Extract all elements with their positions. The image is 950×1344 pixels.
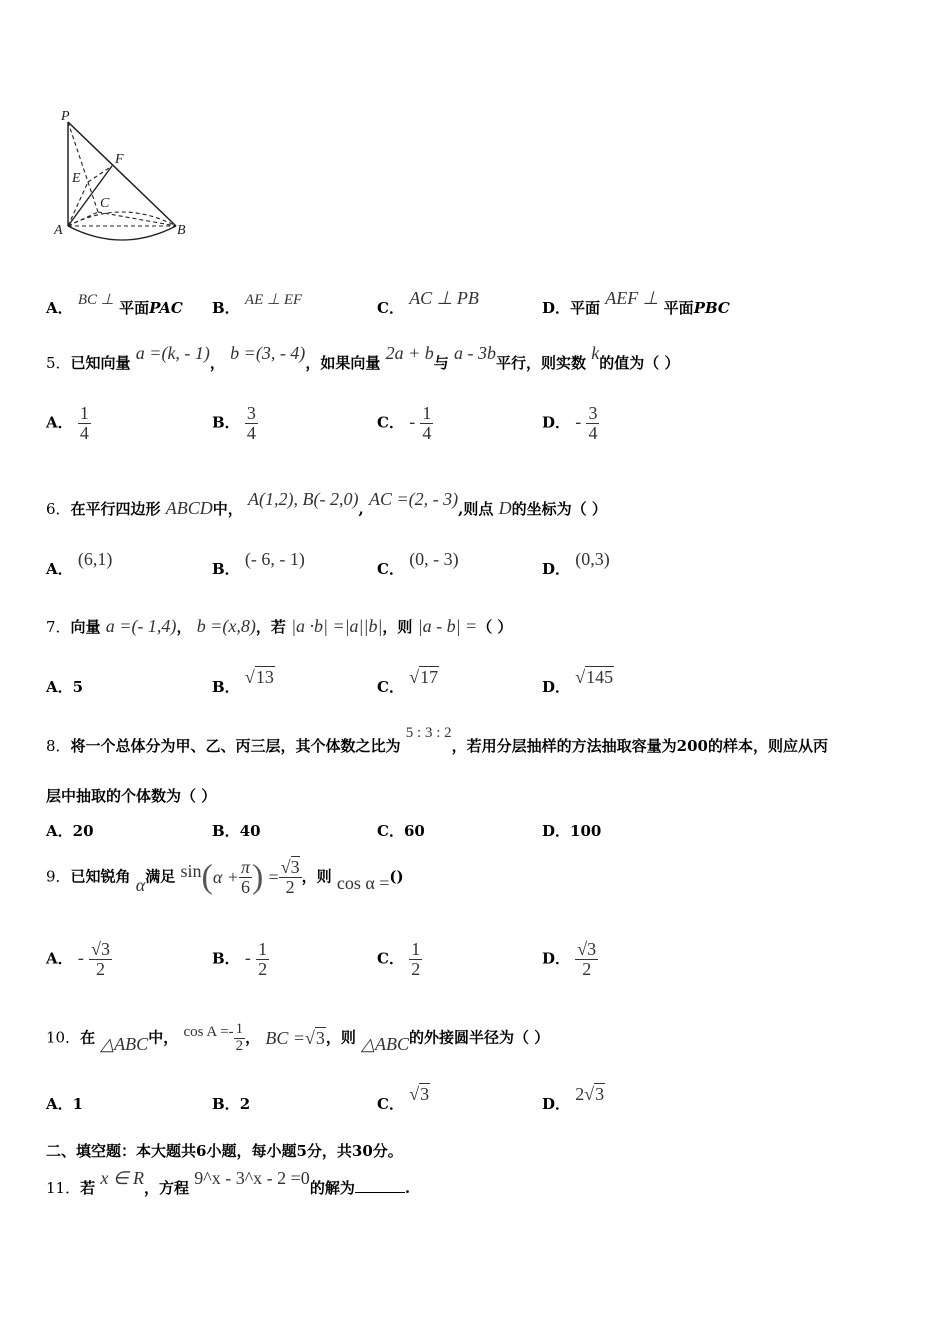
q9-option-d[interactable]: D． $\frac{√3}{2}$: [542, 939, 597, 979]
cone-figure: [52, 106, 202, 246]
q9-d-fraction: $\frac{√3}{2}$: [577, 939, 597, 979]
q6-option-b[interactable]: B． (- 6, - 1): [212, 549, 305, 578]
q10-option-c[interactable]: C． √3: [377, 1084, 430, 1113]
label-a: A: [54, 223, 63, 238]
label-f: F: [115, 152, 124, 167]
answer-blank[interactable]: [355, 1192, 405, 1193]
q7-d-sqrt: √145: [575, 667, 614, 687]
edge-ef: [88, 166, 112, 182]
q4-option-b[interactable]: B． AE ⊥ EF: [212, 292, 303, 317]
q5-c-fraction: $\frac{1}{4}$: [422, 403, 432, 443]
cone-base-front: [68, 226, 176, 240]
q7-c-sqrt: √17: [409, 667, 439, 687]
q4-d-math: AEF ⊥: [605, 288, 659, 308]
q5-option-a[interactable]: A． $\frac{1}{4}$: [46, 403, 89, 443]
question-8-line-2: 层中抽取的个体数为（ ）: [46, 787, 217, 805]
q8-option-a[interactable]: A．20: [46, 822, 94, 840]
q9-c-fraction: $\frac{1}{2}$: [411, 939, 421, 979]
q7-option-b[interactable]: B． √13: [212, 667, 274, 696]
label-p: P: [61, 109, 70, 124]
q4-option-d[interactable]: D．平面 AEF ⊥ 平面PBC: [542, 288, 730, 317]
question-7: 7．向量 a =(- 1,4)， b =(x,8)，若 |a ·b| =|a||b|，则 |a - b| =（ ）: [46, 616, 513, 636]
q9-b-fraction: $\frac{1}{2}$: [258, 939, 268, 979]
q6-option-a[interactable]: A． (6,1): [46, 549, 113, 578]
question-5: 5．已知向量 a =(k, - 1)， b =(3, - 4)，如果向量 2a + b与 a - 3b平行，则实数 k的值为（ ）: [46, 343, 680, 372]
q7-option-a[interactable]: A．5: [46, 678, 84, 696]
q4-b-math: AE ⊥ EF: [244, 292, 303, 308]
q10-option-b[interactable]: B．2: [212, 1095, 251, 1113]
q7-option-d[interactable]: D． √145: [542, 667, 614, 696]
q5-option-b[interactable]: B． $\frac{3}{4}$: [212, 403, 256, 443]
q4-a-math: BC ⊥: [77, 292, 114, 308]
q5-d-fraction: $\frac{3}{4}$: [588, 403, 598, 443]
q10-option-a[interactable]: A．1: [46, 1095, 84, 1113]
label-b: B: [177, 223, 186, 238]
q4-c-math: AC ⊥ PB: [409, 288, 479, 308]
q9-option-b[interactable]: B． - $\frac{1}{2}$: [212, 939, 268, 979]
q10-option-d[interactable]: D． 2√3: [542, 1084, 605, 1113]
question-6: 6．在平行四边形 ABCD中， A(1,2), B(- 2,0), AC =(2, - 3),则点 D的坐标为（ ）: [46, 489, 607, 518]
question-8-line-1: 8．将一个总体分为甲、乙、丙三层，其个体数之比为 5 : 3 : 2，若用分层抽样的方法抽取容量为200的样本，则应从丙: [46, 725, 828, 755]
section-2-heading: 二、填空题：本大题共6小题，每小题5分，共30分。: [46, 1142, 403, 1160]
question-10: 10．在 △ABC中， cos A =- $\frac{1}{2}$ ， BC =√3，则 △ABC的外接圆半径为（ ）: [46, 1021, 550, 1055]
q5-a-fraction: $\frac{1}{4}$: [79, 403, 89, 443]
q4-option-a[interactable]: A． BC ⊥ 平面PAC: [46, 292, 183, 317]
q5-b-fraction: $\frac{3}{4}$: [246, 403, 256, 443]
q10-d-sqrt: 2√3: [575, 1084, 605, 1104]
q5-option-c[interactable]: C． - $\frac{1}{4}$: [377, 403, 432, 443]
q7-b-sqrt: √13: [244, 667, 274, 687]
question-9: 9．已知锐角 α满足 sin(α + $\frac{\pi}{6}$ ) = $\frac{√3}{2}$ ，则 cos α =(): [46, 857, 404, 897]
q8-option-d[interactable]: D．100: [542, 822, 602, 840]
q8-option-c[interactable]: C．60: [377, 822, 425, 840]
q7-option-c[interactable]: C． √17: [377, 667, 439, 696]
q8-option-b[interactable]: B．40: [212, 822, 261, 840]
edge-pb: [68, 122, 176, 226]
q5-option-d[interactable]: D． - $\frac{3}{4}$: [542, 403, 598, 443]
q9-option-a[interactable]: A． - $\frac{√3}{2}$: [46, 939, 110, 979]
q9-option-c[interactable]: C． $\frac{1}{2}$: [377, 939, 421, 979]
label-e: E: [72, 171, 81, 186]
q6-option-d[interactable]: D． (0,3): [542, 549, 610, 578]
label-c: C: [100, 196, 110, 211]
q4-option-c[interactable]: C． AC ⊥ PB: [377, 288, 479, 317]
q10-c-sqrt: √3: [409, 1084, 430, 1104]
question-11: 11．若 x ∈ R，方程 9^x - 3^x - 2 =0的解为 .: [46, 1168, 411, 1197]
q9-a-fraction: $\frac{√3}{2}$: [91, 939, 110, 979]
q6-option-c[interactable]: C． (0, - 3): [377, 549, 459, 578]
